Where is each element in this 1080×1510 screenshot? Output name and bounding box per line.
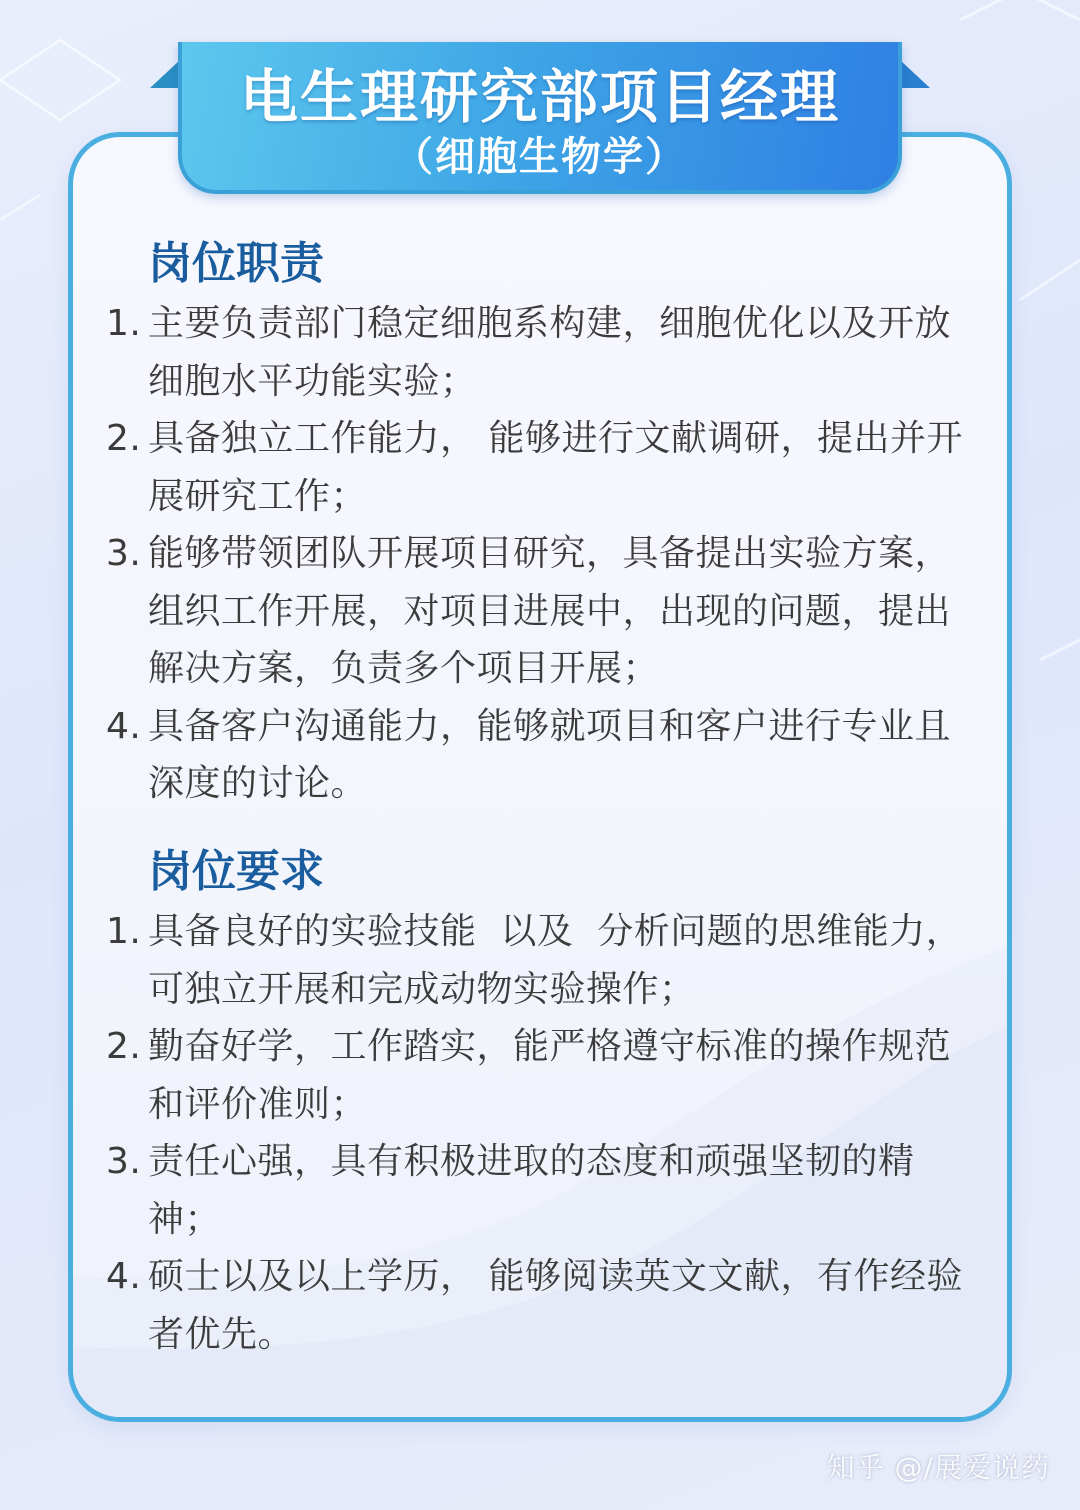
- duties-list: [106, 295, 966, 813]
- list-item-text: 具备客户沟通能力，能够就项目和客户进行专业且深度的讨论。: [148, 705, 952, 804]
- banner-fold-right: [900, 60, 930, 88]
- title-banner: [150, 42, 930, 202]
- watermark: 知乎 @/展爱说药: [826, 1451, 1050, 1484]
- list-item-text: 能够带领团队开展项目研究，具备提出实验方案，组织工作开展，对项目进展中，出现的问题，提出解决方案，负责多个项目开展；: [148, 533, 952, 689]
- list-item: [106, 1248, 966, 1363]
- page-title: 电生理研究部项目经理: [239, 63, 840, 131]
- list-item: [106, 525, 966, 698]
- banner-fold-left: [150, 60, 180, 88]
- list-item: [106, 1018, 966, 1133]
- list-item-text: 硕士以及以上学历， 能够阅读英文文献，有作经验者优先。: [148, 1256, 963, 1355]
- list-item-number: 2.: [106, 418, 142, 459]
- list-item-number: 1.: [106, 303, 142, 344]
- banner-ribbon: [178, 42, 902, 194]
- list-item-text: 具备独立工作能力， 能够进行文献调研，提出并开展研究工作；: [148, 418, 963, 517]
- list-item-number: 1.: [106, 911, 142, 952]
- list-item-text: 责任心强，具有积极进取的态度和顽强坚韧的精神；: [148, 1141, 915, 1240]
- list-item: [106, 295, 966, 410]
- section-heading-requirements: 岗位要求: [148, 846, 324, 897]
- list-item-number: 3.: [106, 1141, 142, 1182]
- list-item-number: 4.: [106, 1256, 142, 1297]
- list-item-number: 2.: [106, 1026, 142, 1067]
- list-item: [106, 698, 966, 813]
- list-item: [106, 410, 966, 525]
- list-item-number: 3.: [106, 533, 142, 574]
- list-item-text: 主要负责部门稳定细胞系构建，细胞优化以及开放细胞水平功能实验；: [148, 303, 952, 402]
- list-item: [106, 903, 966, 1018]
- list-item-text: 勤奋好学，工作踏实，能严格遵守标准的操作规范和评价准则；: [148, 1026, 952, 1125]
- list-item-number: 4.: [106, 705, 142, 747]
- page-subtitle: （细胞生物学）: [393, 134, 687, 180]
- list-item-text: 具备良好的实验技能 以及 分析问题的思维能力，可独立开展和完成动物实验操作；: [148, 911, 963, 1010]
- section-heading-duties: 岗位职责: [148, 238, 324, 289]
- list-item: [106, 1133, 966, 1248]
- requirements-list: [106, 903, 966, 1363]
